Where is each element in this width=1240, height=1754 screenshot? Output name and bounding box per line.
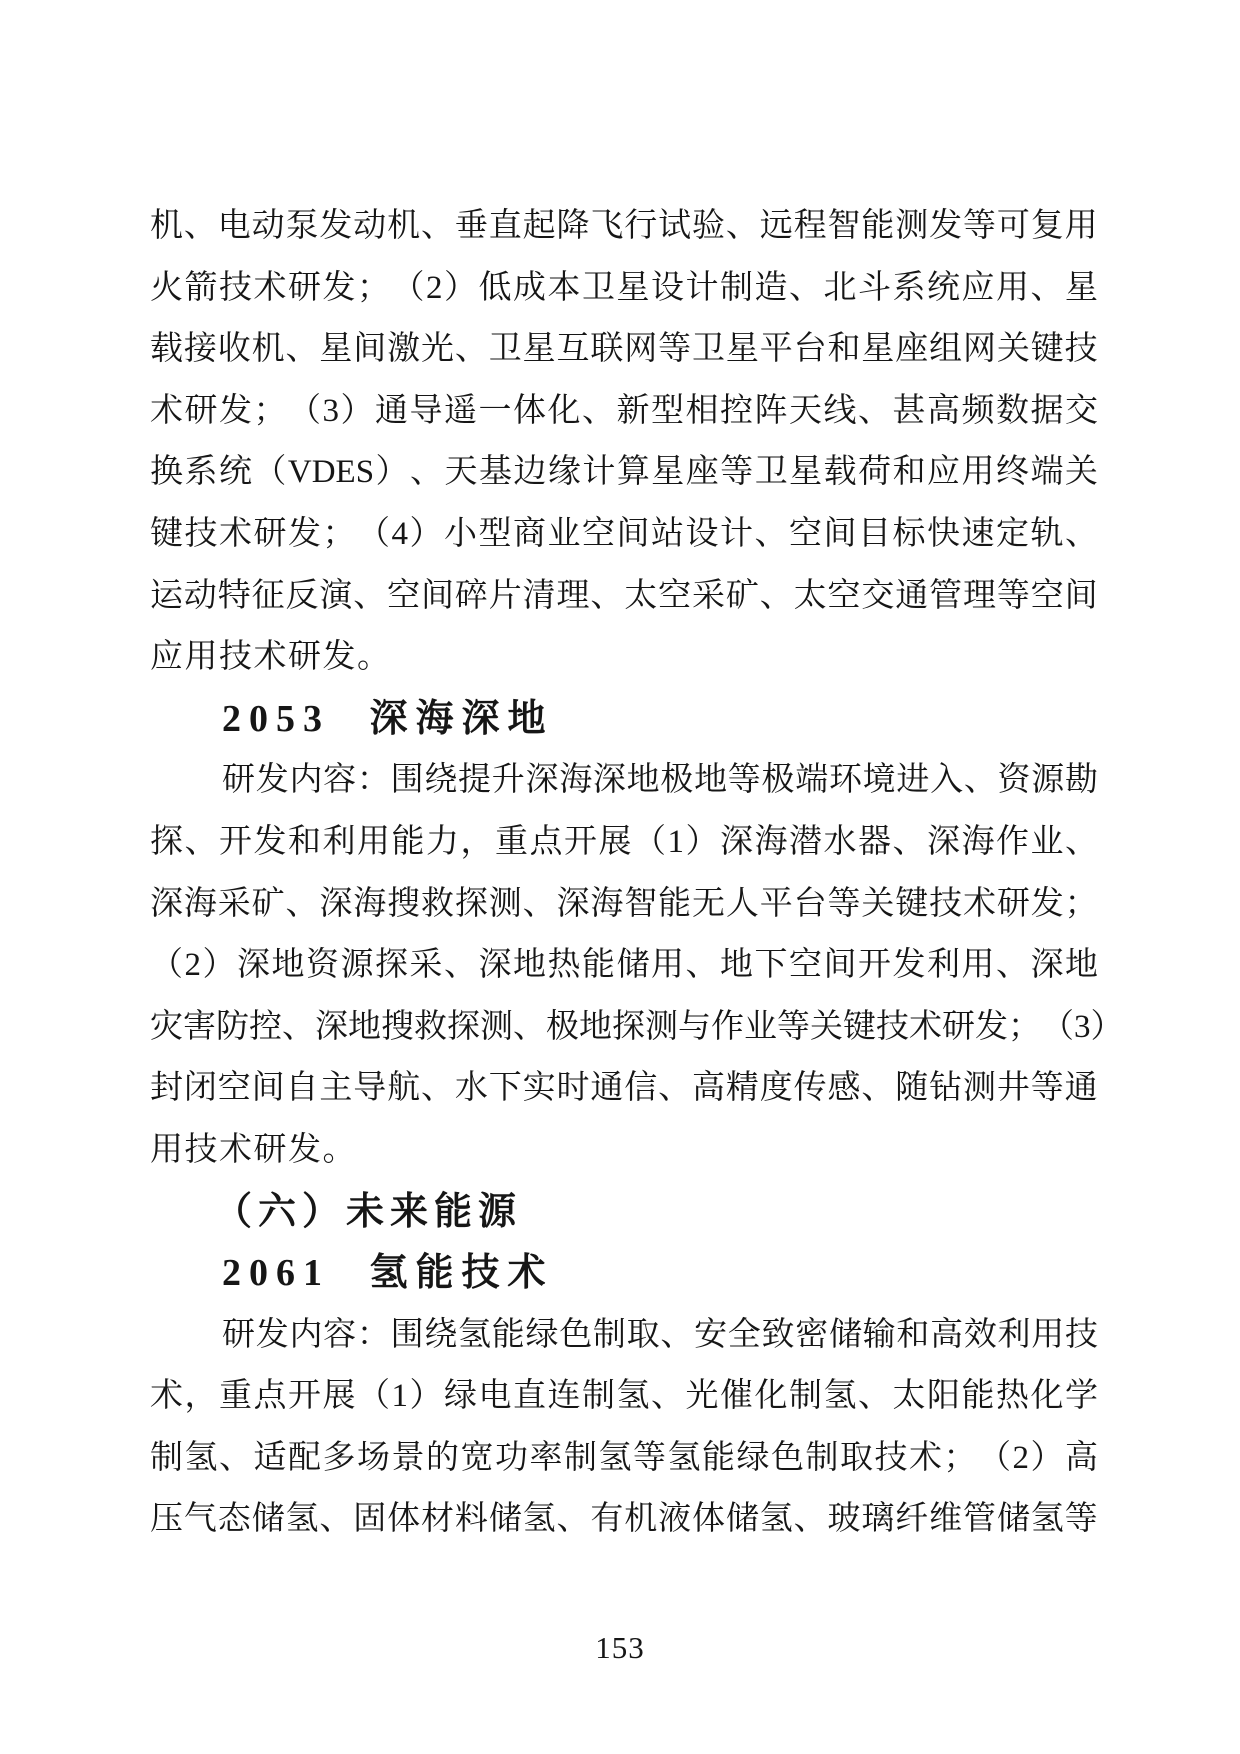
- text-line: 研 发 内 容 ： 围 绕 氢 能 绿 色 制 取 、 安 全 致 密 储 输 和 高 效 利 用 技: [222, 1316, 1098, 1353]
- heading-line: 2061 氢能技术: [222, 1252, 554, 1295]
- text-line: 灾 害 防 控 、 深 地 搜 救 探 测 、 极 地 探 测 与 作 业 等 关 键 技 术 研 发 ； （ 3 ）: [150, 1008, 1124, 1045]
- page-number: 153: [595, 1630, 645, 1665]
- text-line: 压 气 态 储 氢 、 固 体 材 料 储 氢 、 有 机 液 体 储 氢 、 玻 璃 纤 维 管 储 氢 等: [150, 1501, 1098, 1538]
- text-line: 火 箭 技 术 研 发 ； （ 2 ） 低 成 本 卫 星 设 计 制 造 、 北 斗 系 统 应 用 、 星: [150, 269, 1098, 306]
- text-line: （ 2 ） 深 地 资 源 探 采 、 深 地 热 能 储 用 、 地 下 空 间 开 发 利 用 、 深 地: [150, 947, 1098, 984]
- text-line: 应用技术研发。: [150, 639, 392, 676]
- text-line: 研 发 内 容 ： 围 绕 提 升 深 海 深 地 极 地 等 极 端 环 境 进 入 、 资 源 勘: [222, 762, 1098, 799]
- text-line: 深 海 采 矿 、 深 海 搜 救 探 测 、 深 海 智 能 无 人 平 台 等 关 键 技 术 研 发 ；: [150, 885, 1098, 922]
- text-line: 术 ， 重 点 开 展 （ 1 ） 绿 电 直 连 制 氢 、 光 催 化 制 氢 、 太 阳 能 热 化 学: [150, 1378, 1098, 1415]
- text-line: 制 氢 、 适 配 多 场 景 的 宽 功 率 制 氢 等 氢 能 绿 色 制 取 技 术 ； （ 2 ） 高: [150, 1439, 1098, 1476]
- text-line: 探 、 开 发 和 利 用 能 力 ， 重 点 开 展 （ 1 ） 深 海 潜 水 器 、 深 海 作 业 、: [150, 823, 1098, 860]
- document-body: [150, 196, 1124, 1551]
- text-line: 术 研 发 ； （ 3 ） 通 导 遥 一 体 化 、 新 型 相 控 阵 天 线 、 甚 高 频 数 据 交: [150, 392, 1098, 429]
- text-line: 运 动 特 征 反 演 、 空 间 碎 片 清 理 、 太 空 采 矿 、 太 空 交 通 管 理 等 空 间: [150, 577, 1098, 614]
- text-line: 用技术研发。: [150, 1131, 357, 1168]
- text-line: 机 、 电 动 泵 发 动 机 、 垂 直 起 降 飞 行 试 验 、 远 程 智 能 测 发 等 可 复 用: [150, 208, 1098, 244]
- text-line: 换 系 统 （ VDES ） 、 天 基 边 缘 计 算 星 座 等 卫 星 载 荷 和 应 用 终 端 关: [150, 454, 1098, 491]
- text-line: 封 闭 空 间 自 主 导 航 、 水 下 实 时 通 信 、 高 精 度 传 感 、 随 钻 测 井 等 通: [150, 1070, 1098, 1107]
- text-line: 载 接 收 机 、 星 间 激 光 、 卫 星 互 联 网 等 卫 星 平 台 和 星 座 组 网 关 键 技: [150, 331, 1098, 368]
- heading-line: （六）未来能源: [214, 1190, 523, 1233]
- heading-line: 2053 深海深地: [222, 697, 554, 740]
- text-line: 键 技 术 研 发 ； （ 4 ） 小 型 商 业 空 间 站 设 计 、 空 间 目 标 快 速 定 轨 、: [150, 515, 1098, 552]
- page-footer: [0, 1626, 1240, 1670]
